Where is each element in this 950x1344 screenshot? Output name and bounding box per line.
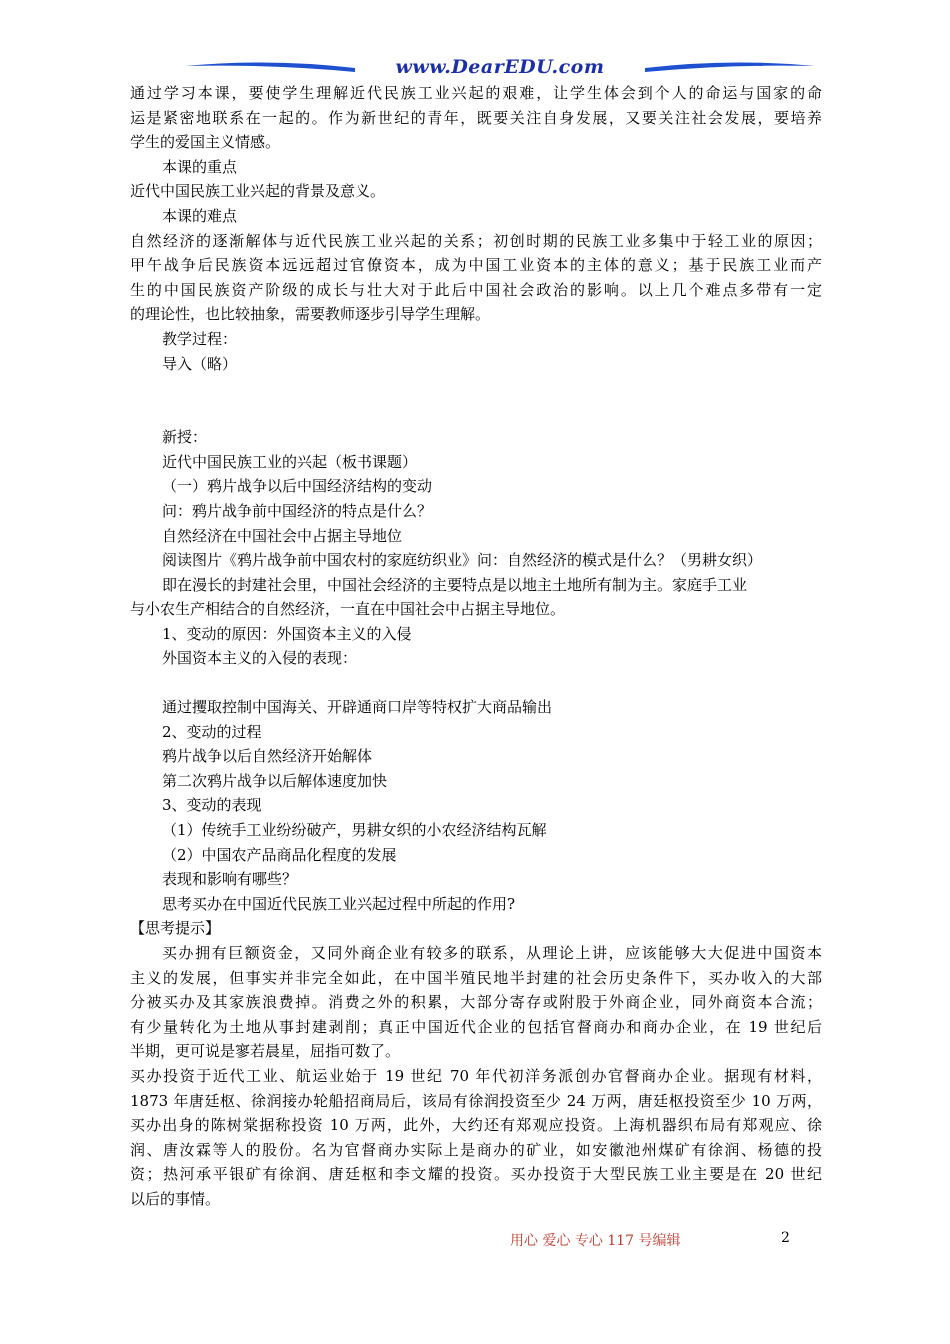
text-line: 2、变动的过程 <box>162 722 262 741</box>
text-line: 资；热河承平银矿有徐润、唐廷枢和李文耀的投资。买办投资于大型民族工业主要是在 20 世纪 <box>130 1165 822 1184</box>
text-line: 运是紧密地联系在一起的。作为新世纪的青年，既要关注自身发展，又要关注社会发展，要培养 <box>130 108 822 127</box>
text-line: 生的中国民族资产阶级的成长与壮大对于此后中国社会政治的影响。以上几个难点多带有一定 <box>130 280 822 299</box>
text-line: 通过攫取控制中国海关、开辟通商口岸等特权扩大商品输出 <box>162 698 553 717</box>
text-line: 近代中国民族工业兴起的背景及意义。 <box>130 182 386 201</box>
text-line: 问：鸦片战争前中国经济的特点是什么？ <box>162 501 433 520</box>
section-heading: 【思考提示】 <box>130 919 221 938</box>
text-line: 第二次鸦片战争以后解体速度加快 <box>162 771 388 790</box>
section-heading: 本课的难点 <box>162 206 238 225</box>
text-line: 有少量转化为土地从事封建剥削；真正中国近代企业的包括官督商办和商办企业，在 19 世纪后 <box>130 1017 822 1036</box>
section-heading: 教学过程： <box>162 329 238 348</box>
section-heading: 新授： <box>162 428 208 447</box>
text-line: 自然经济在中国社会中占据主导地位 <box>162 526 403 545</box>
text-line: 分被买办及其家族浪费掉。消费之外的积累，大部分寄存或附股于外商企业，同外商资本合流； <box>130 993 822 1012</box>
text-line: 通过学习本课，要使学生理解近代民族工业兴起的艰难，让学生体会到个人的命运与国家的命 <box>130 84 822 102</box>
text-line: （2）中国农产品商品化程度的发展 <box>162 845 397 864</box>
text-line: 近代中国民族工业的兴起（板书课题） <box>162 452 418 471</box>
text-line: 表现和影响有哪些？ <box>162 870 298 889</box>
document-body <box>130 81 822 1212</box>
text-line: 的理论性，也比较抽象，需要教师逐步引导学生理解。 <box>130 305 491 324</box>
footer-text: 用心 爱心 专心 117 号编辑 <box>510 1233 681 1249</box>
text-line: 主义的发展，但事实并非完全如此，在中国半殖民地半封建的社会历史条件下，买办收入的大部 <box>130 968 822 987</box>
text-line: 买办出身的陈树棠据称投资 10 万两，此外，大约还有郑观应投资。上海机器织布局有郑观应、徐 <box>130 1116 822 1135</box>
text-line: （1）传统手工业纷纷破产，男耕女织的小农经济结构瓦解 <box>162 821 547 840</box>
text-line: 润、唐汝霖等人的股份。名为官督商办实际上是商办的矿业，如安徽池州煤矿有徐润、杨德的投 <box>130 1140 822 1159</box>
text-line: 以后的事情。 <box>130 1189 221 1208</box>
text-line: 学生的爱国主义情感。 <box>130 133 281 152</box>
text-line: 1873 年唐廷枢、徐润接办轮船招商局后，该局有徐润投资至少 24 万两，唐廷枢投资至少 10 万两， <box>130 1091 822 1110</box>
text-line: 导入（略） <box>162 354 238 373</box>
text-line: 3、变动的表现 <box>162 796 262 815</box>
page-number: 2 <box>781 1230 790 1246</box>
text-line: 鸦片战争以后自然经济开始解体 <box>162 747 373 766</box>
site-header <box>180 56 820 84</box>
text-line: （一）鸦片战争以后中国经济结构的变动 <box>162 477 433 496</box>
text-line: 1、变动的原因：外国资本主义的入侵 <box>162 624 412 643</box>
text-line: 自然经济的逐渐解体与近代民族工业兴起的关系；初创时期的民族工业多集中于轻工业的原因； <box>130 231 822 250</box>
text-line: 买办投资于近代工业、航运业始于 19 世纪 70 年代初洋务派创办官督商办企业。据现有材料， <box>130 1066 822 1085</box>
text-line: 买办拥有巨额资金，又同外商企业有较多的联系，从理论上讲，应该能够大大促进中国资本 <box>162 944 822 962</box>
text-line: 即在漫长的封建社会里，中国社会经济的主要特点是以地主土地所有制为主。家庭手工业 <box>162 575 748 594</box>
text-line: 半期，更可说是寥若晨星，屈指可数了。 <box>130 1042 401 1061</box>
text-line: 阅读图片《鸦片战争前中国农村的家庭纺织业》问：自然经济的模式是什么？（男耕女织） <box>162 551 763 570</box>
text-line: 外国资本主义的入侵的表现： <box>162 649 358 668</box>
section-heading: 本课的重点 <box>162 157 238 176</box>
text-line: 思考买办在中国近代民族工业兴起过程中所起的作用? <box>162 894 516 913</box>
text-line: 甲午战争后民族资本远远超过官僚资本，成为中国工业资本的主体的意义；基于民族工业而产 <box>130 256 822 275</box>
text-line: 与小农生产相结合的自然经济，一直在中国社会中占据主导地位。 <box>130 600 566 619</box>
site-logo[interactable]: www.DearEDU.com <box>395 56 605 78</box>
